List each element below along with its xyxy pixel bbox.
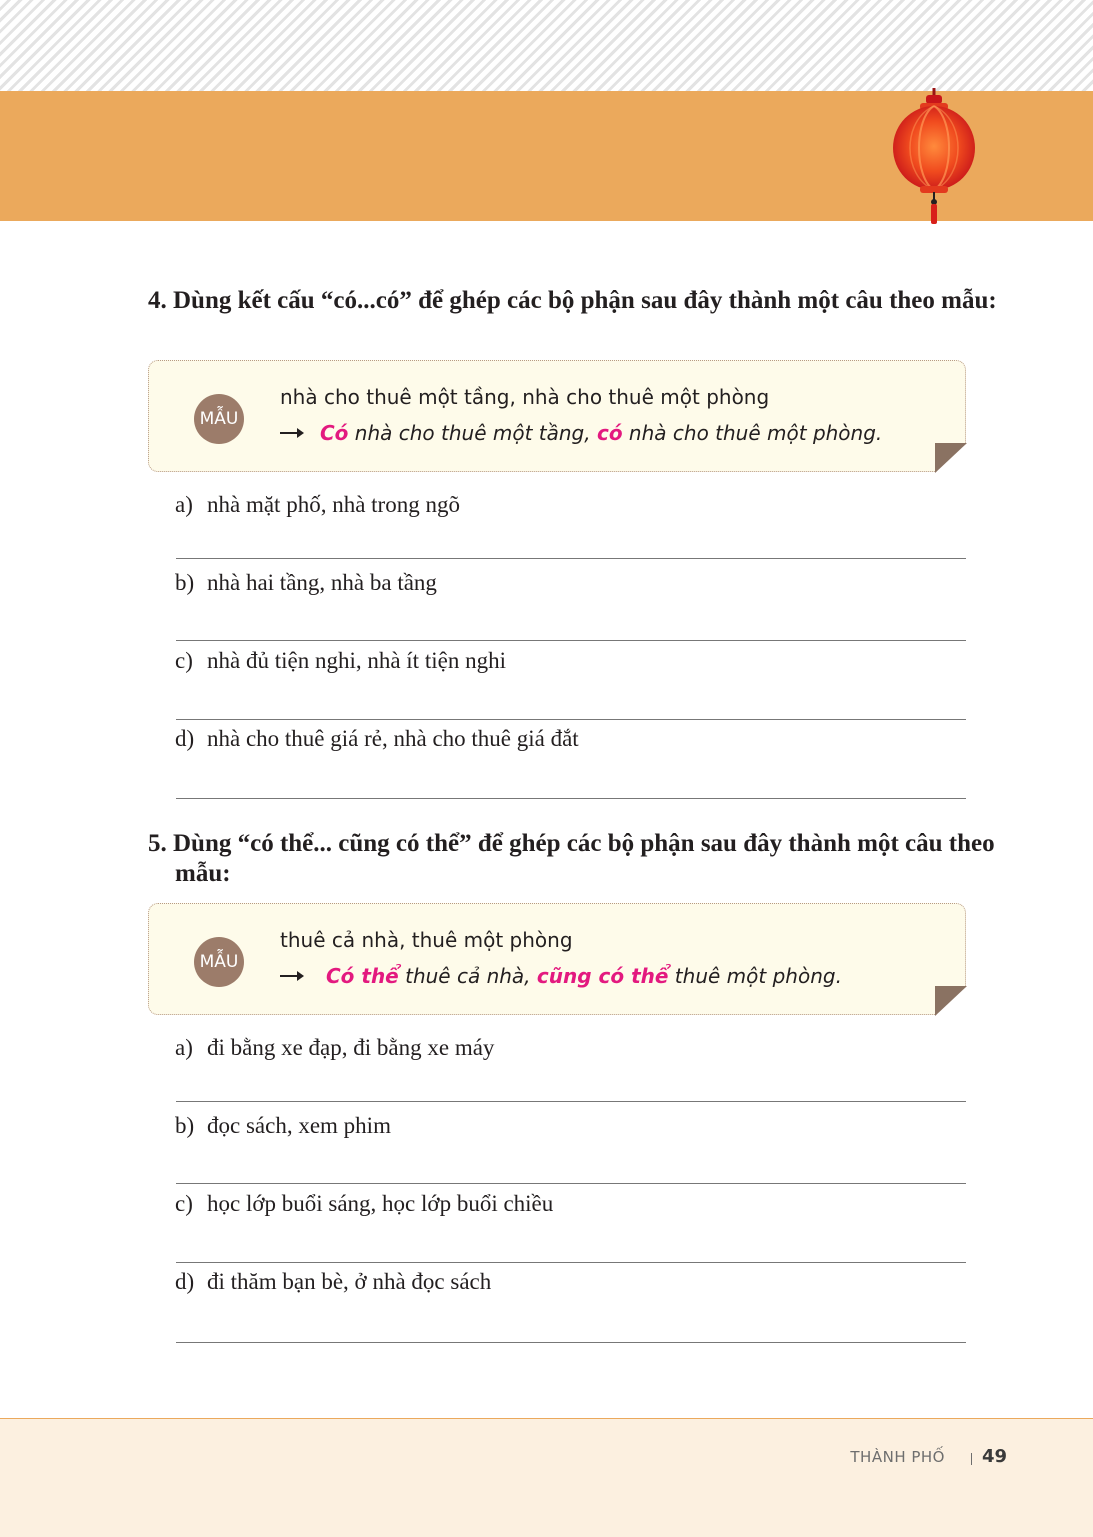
sample-answer (280, 964, 842, 988)
sample-prompt: thuê cả nhà, thuê một phòng (280, 928, 573, 952)
answer-line-4d[interactable] (176, 798, 966, 799)
item-text: đi thăm bạn bè, ở nhà đọc sách (207, 1269, 492, 1294)
page-footer (0, 1418, 1093, 1537)
item-letter: a) (175, 492, 193, 517)
sample-box-4 (148, 360, 966, 472)
exercise-5-item-c (175, 1191, 553, 1217)
item-letter: c) (175, 648, 193, 673)
item-letter: a) (175, 1035, 193, 1060)
answer-line-5b[interactable] (176, 1183, 966, 1184)
sample-box-5 (148, 903, 966, 1015)
sample-badge: MẪU (194, 394, 244, 444)
sample-answer (280, 421, 882, 445)
item-letter: b) (175, 570, 195, 595)
arrow-right-icon (280, 975, 302, 977)
item-text: nhà cho thuê giá rẻ, nhà cho thuê giá đắt (207, 726, 579, 751)
sample-answer-text-1: thuê cả nhà, (398, 964, 537, 988)
exercise-4-title: 4. Dùng kết cấu “có...có” để ghép các bộ phận sau đây thành một câu theo mẫu: (148, 287, 997, 314)
answer-line-4a[interactable] (176, 558, 966, 559)
exercise-5-item-d (175, 1269, 491, 1295)
answer-line-5a[interactable] (176, 1101, 966, 1102)
item-letter: d) (175, 1269, 195, 1294)
sample-highlight-1: Có (320, 421, 349, 445)
page-number: 49 (981, 1446, 1007, 1467)
answer-line-5c[interactable] (176, 1262, 966, 1263)
footer-section-title: THÀNH PHỐ (850, 1448, 945, 1466)
red-lantern-icon (884, 88, 984, 228)
item-letter: d) (175, 726, 195, 751)
item-letter: b) (175, 1113, 195, 1138)
answer-line-5d[interactable] (176, 1342, 966, 1343)
sample-badge: MẪU (194, 937, 244, 987)
item-text: học lớp buổi sáng, học lớp buổi chiều (207, 1191, 554, 1216)
sample-answer-text-2: thuê một phòng. (668, 964, 842, 988)
exercise-4-item-d (175, 726, 579, 752)
exercise-5-item-a (175, 1035, 494, 1061)
item-letter: c) (175, 1191, 193, 1216)
sample-prompt: nhà cho thuê một tầng, nhà cho thuê một phòng (280, 385, 770, 409)
sample-answer-text-2: nhà cho thuê một phòng. (622, 421, 883, 445)
exercise-4-item-c (175, 648, 506, 674)
striped-header-band (0, 0, 1093, 91)
sample-highlight-2: có (596, 421, 623, 445)
item-text: đọc sách, xem phim (207, 1113, 391, 1138)
exercise-5-item-b (175, 1113, 391, 1139)
exercise-4-item-a (175, 492, 460, 518)
answer-line-4b[interactable] (176, 640, 966, 641)
sample-answer-text-1: nhà cho thuê một tầng, (348, 421, 597, 445)
exercise-5-title: 5. Dùng “có thể... cũng có thể” để ghép các bộ phận sau đây thành một câu theo mẫu: (148, 830, 995, 887)
item-text: nhà đủ tiện nghi, nhà ít tiện nghi (207, 648, 506, 673)
footer-separator (971, 1453, 972, 1465)
arrow-right-icon (280, 432, 302, 434)
exercise-4-item-b (175, 570, 437, 596)
item-text: nhà mặt phố, nhà trong ngõ (207, 492, 460, 517)
item-text: nhà hai tầng, nhà ba tầng (207, 570, 437, 595)
item-text: đi bằng xe đạp, đi bằng xe máy (207, 1035, 495, 1060)
sample-highlight-1: Có thể (326, 964, 399, 988)
sample-highlight-2: cũng có thể (536, 964, 669, 988)
answer-line-4c[interactable] (176, 719, 966, 720)
